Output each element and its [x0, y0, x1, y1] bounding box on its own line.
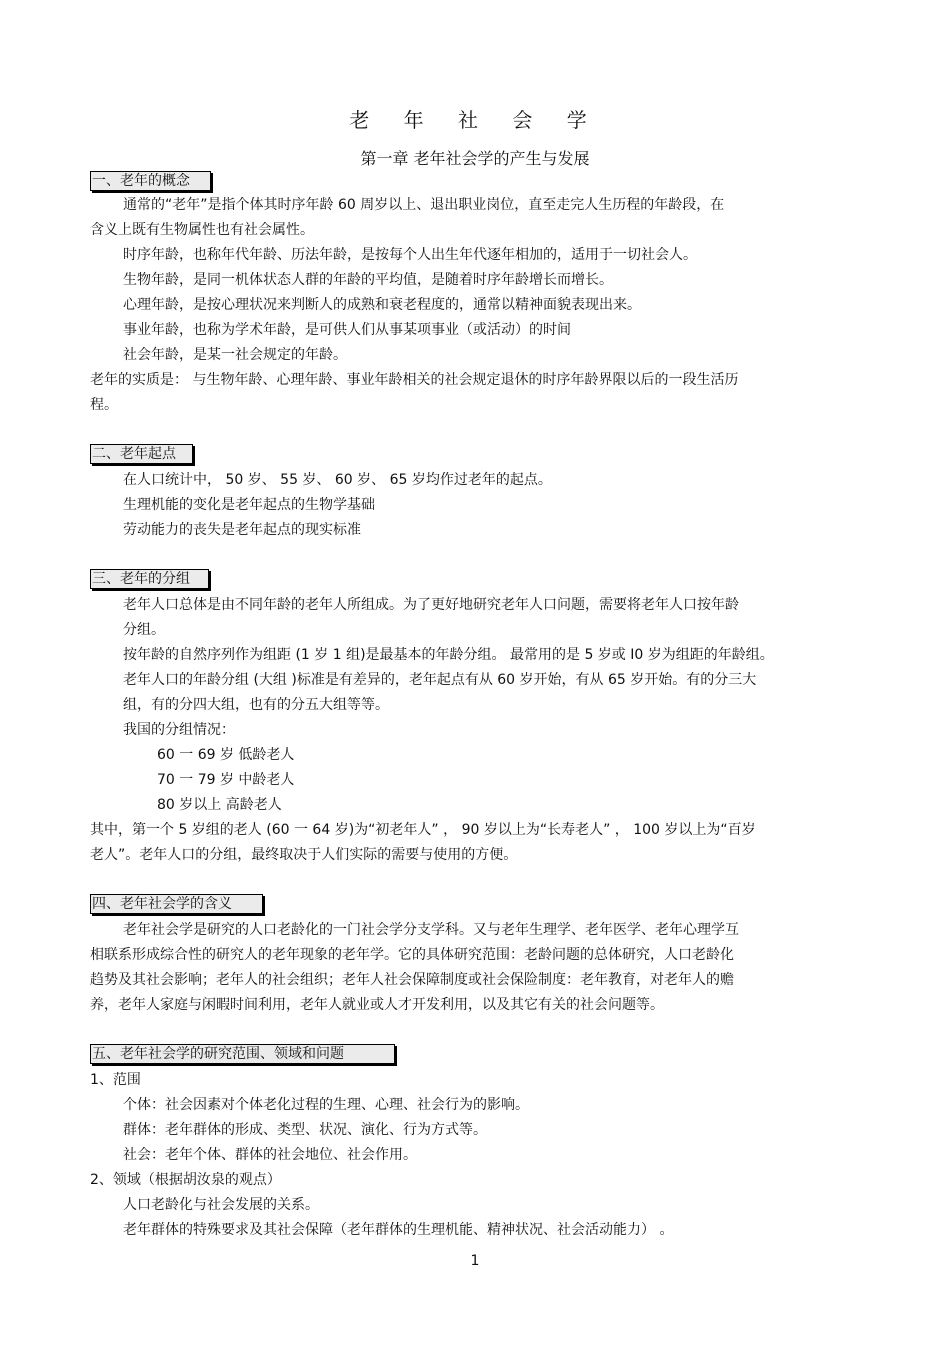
- text-line: 趋势及其社会影响；老年人的社会组织；老年人社会保障制度或社会保险制度：老年教育，对老年人的赡: [90, 972, 734, 988]
- text-line: 80 岁以上 高龄老人: [157, 797, 282, 813]
- text-line: 老年群体的特殊要求及其社会保障（老年群体的生理机能、精神状况、社会活动能力） 。: [123, 1222, 674, 1238]
- text-line: 按年龄的自然序列作为组距 (1 岁 1 组)是最基本的年龄分组。 最常用的是 5 岁或 I0 岁为组距的年龄组。: [123, 647, 774, 663]
- text-line: 群体：老年群体的形成、类型、状况、演化、行为方式等。: [123, 1122, 487, 1138]
- text-line: 人口老龄化与社会发展的关系。: [123, 1197, 319, 1213]
- text-line: 其中，第一个 5 岁组的老人 (60 一 64 岁)为“初老年人” ， 90 岁以上为“长寿老人” ， 100 岁以上为“百岁: [90, 822, 756, 838]
- text-line: 生理机能的变化是老年起点的生物学基础: [123, 497, 375, 513]
- text-line: 时序年龄，也称年代年龄、历法年龄，是按每个人出生年代逐年相加的，适用于一切社会人。: [123, 247, 697, 263]
- text-line: 相联系形成综合性的研究人的老年现象的老年学。它的具体研究范围：老龄问题的总体研究，人口老龄化: [90, 947, 734, 963]
- section-heading-4: 四、老年社会学的含义: [90, 894, 263, 914]
- text-line: 60 一 69 岁 低龄老人: [157, 747, 295, 763]
- text-line: 老人”。老年人口的分组，最终取决于人们实际的需要与使用的方便。: [90, 847, 518, 863]
- text-line: 事业年龄，也称为学术年龄，是可供人们从事某项事业（或活动）的时间: [123, 322, 571, 338]
- text-line: 社会年龄，是某一社会规定的年龄。: [123, 347, 347, 363]
- text-line: 通常的“老年”是指个体其时序年龄 60 周岁以上、退出职业岗位，直至走完人生历程的年龄段，在: [123, 197, 725, 213]
- section-heading-3: 三、老年的分组: [90, 569, 209, 589]
- text-line: 1、范围: [90, 1072, 141, 1088]
- text-line: 在人口统计中， 50 岁、 55 岁、 60 岁、 65 岁均作过老年的起点。: [123, 472, 552, 488]
- text-line: 老年人口的年龄分组 (大组 )标准是有差异的，老年起点有从 60 岁开始，有从 65 岁开始。有的分三大: [123, 672, 757, 688]
- section-heading-2: 二、老年起点: [90, 444, 193, 464]
- text-line: 老年的实质是： 与生物年龄、心理年龄、事业年龄相关的社会规定退休的时序年龄界限以后的一段生活历: [90, 372, 739, 388]
- text-line: 分组。: [123, 622, 165, 638]
- text-line: 组，有的分四大组，也有的分五大组等等。: [123, 697, 389, 713]
- document-title: 老 年 社 会 学: [349, 108, 601, 132]
- text-line: 程。: [90, 397, 118, 413]
- text-line: 含义上既有生物属性也有社会属性。: [90, 222, 314, 238]
- text-line: 我国的分组情况：: [123, 722, 235, 738]
- text-line: 老年社会学是研究的人口老龄化的一门社会学分支学科。又与老年生理学、老年医学、老年心理学互: [123, 922, 739, 938]
- section-heading-5: 五、老年社会学的研究范围、领域和问题: [90, 1044, 395, 1064]
- text-line: 社会：老年个体、群体的社会地位、社会作用。: [123, 1147, 417, 1163]
- text-line: 心理年龄，是按心理状况来判断人的成熟和衰老程度的，通常以精神面貌表现出来。: [123, 297, 641, 313]
- text-line: 老年人口总体是由不同年龄的老年人所组成。为了更好地研究老年人口问题，需要将老年人口按年龄: [123, 597, 739, 613]
- text-line: 生物年龄，是同一机体状态人群的年龄的平均值，是随着时序年龄增长而增长。: [123, 272, 613, 288]
- text-line: 2、领域（根据胡汝泉的观点）: [90, 1172, 281, 1188]
- text-line: 养，老年人家庭与闲暇时间利用，老年人就业或人才开发利用，以及其它有关的社会问题等。: [90, 997, 664, 1013]
- page-number: 1: [470, 1253, 480, 1269]
- text-line: 个体：社会因素对个体老化过程的生理、心理、社会行为的影响。: [123, 1097, 529, 1113]
- section-heading-1: 一、老年的概念: [90, 171, 211, 191]
- chapter-title: 第一章 老年社会学的产生与发展: [360, 149, 590, 168]
- text-line: 劳动能力的丧失是老年起点的现实标准: [123, 522, 361, 538]
- text-line: 70 一 79 岁 中龄老人: [157, 772, 295, 788]
